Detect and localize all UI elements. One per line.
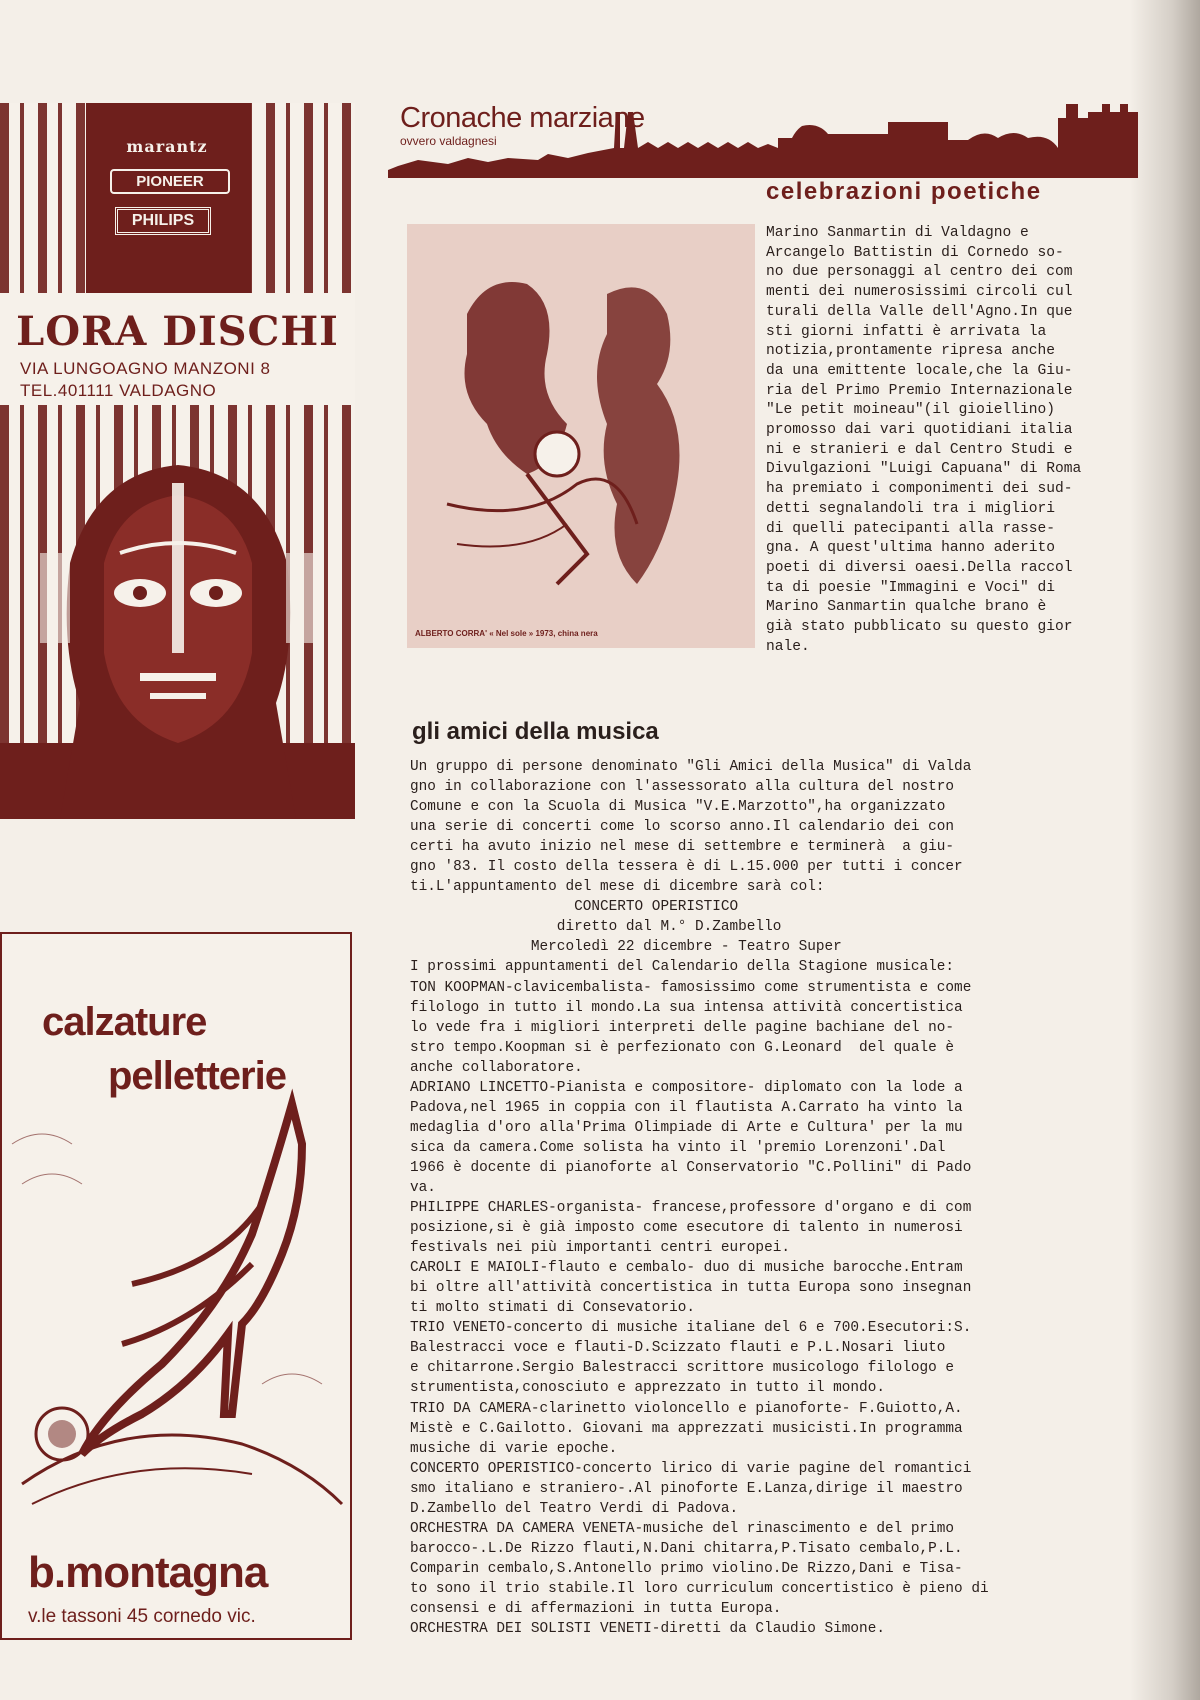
text-line: detti segnalandoli tra i migliori: [766, 500, 1056, 517]
ink-drawing: [407, 224, 755, 648]
text-line: TRIO DA CAMERA-clarinetto violoncello e pianoforte- F.Guiotto,A.: [410, 1400, 963, 1417]
shop-phone: TEL.401111 VALDAGNO: [20, 381, 217, 400]
text-line: notizia,prontamente ripresa anche: [766, 343, 1056, 360]
text-line: smo italiano e straniero-.Al pinoforte E.Lanza,dirige il maestro: [410, 1480, 963, 1497]
text-line: CAROLI E MAIOLI-flauto e cembalo- duo di musiche barocche.Entram: [410, 1260, 963, 1277]
shop-name-montagna: b.montagna: [28, 1548, 268, 1597]
text-line: lo vede fra i migliori interpreti delle pagine bachiane del no-: [410, 1019, 955, 1036]
text-line: no due personaggi al centro dei com: [766, 264, 1073, 281]
text-line: certi ha avuto inizio nel mese di settembre e terminerà a giu-: [410, 839, 955, 856]
text-line: medaglia d'oro alla'Prima Olimpiade di Arte e Cultura' per la mu: [410, 1119, 963, 1136]
text-line: consensi e di affermazioni in tutta Europa.: [410, 1600, 782, 1617]
text-line: I prossimi appuntamenti del Calendario della Stagione musicale:: [410, 959, 955, 976]
text-line: "Le petit moineau"(il gioiellino): [766, 402, 1056, 419]
text-line: Marino Sanmartin di Valdagno e: [766, 225, 1029, 241]
text-line: Mercoledì 22 dicembre - Teatro Super: [410, 939, 842, 956]
text-line: gno '83. Il costo della tessera è di L.15.000 per tutti i concer: [410, 859, 963, 876]
text-line: poeti di diversi oaesi.Della raccol: [766, 559, 1073, 576]
column-title: Cronache marziane: [400, 102, 645, 134]
text-line: CONCERTO OPERISTICO: [410, 899, 739, 916]
ad-line-calzature: calzature: [42, 1000, 207, 1044]
text-line: ria del Primo Premio Internazionale: [766, 382, 1073, 399]
text-line: va.: [410, 1179, 436, 1196]
text-line: sica da camera.Come solista ha vinto il 'premio Lorenzoni'.Dal: [410, 1139, 946, 1156]
article-celebrazioni-text: [766, 224, 1146, 657]
text-line: Comparin cembalo,S.Antonello primo violino.De Rizzo,Dani e Tisa-: [410, 1560, 963, 1577]
text-line: Arcangelo Battistin di Cornedo so-: [766, 244, 1064, 261]
text-line: strumentista,conosciuto e apprezzato in tutto il mondo.: [410, 1380, 885, 1397]
text-line: di quelli patecipanti alla rasse-: [766, 520, 1056, 537]
artwork-illustration: [407, 224, 755, 648]
section-heading-amici-musica: gli amici della musica: [412, 718, 659, 745]
text-line: ORCHESTRA DA CAMERA VENETA-musiche del rinascimento e del primo: [410, 1520, 955, 1537]
text-line: anche collaboratore.: [410, 1059, 583, 1076]
text-line: promosso dai vari quotidiani italia: [766, 422, 1073, 439]
ad-line-pelletterie: pelletterie: [108, 1054, 286, 1098]
text-line: ti.L'appuntamento del mese di dicembre sarà col:: [410, 879, 825, 896]
text-line: una serie di concerti come lo scorso anno.Il calendario dei con: [410, 819, 955, 836]
text-line: filologo in tutto il mondo.La sua intensa attività concertistica: [410, 999, 963, 1016]
column-header: [388, 98, 1138, 180]
shop-address: VIA LUNGOAGNO MANZONI 8: [20, 359, 271, 378]
text-line: to sono il trio stabile.Il loro curriculum concertistico è pieno di: [410, 1580, 989, 1597]
brand-marantz: marantz: [126, 137, 208, 156]
text-line: e chitarrone.Sergio Balestracci scrittore musicologo filologo e: [410, 1360, 955, 1377]
text-line: Divulgazioni "Luigi Capuana" di Roma: [766, 461, 1082, 478]
text-line: CONCERTO OPERISTICO-concerto lirico di varie pagine del romantici: [410, 1460, 972, 1477]
text-line: TON KOOPMAN-clavicembalista- famosissimo come strumentista e come: [410, 979, 972, 996]
text-line: Marino Sanmartin qualche brano è: [766, 599, 1047, 616]
robot-face-illustration: [0, 443, 355, 819]
text-line: ORCHESTRA DEI SOLISTI VENETI-diretti da Claudio Simone.: [410, 1621, 885, 1638]
text-line: ni e stranieri e dal Centro Studi e: [766, 441, 1073, 458]
shop-address-montagna: v.le tassoni 45 cornedo vic.: [28, 1606, 256, 1627]
text-line: ta di poesie "Immagini e Voci" di: [766, 579, 1056, 596]
calzature-advertisement: [0, 932, 352, 1640]
text-line: festivals nei più importanti centri europei.: [410, 1240, 790, 1257]
text-line: 1966 è docente di pianoforte al Conservatorio "C.Pollini" di Pado: [410, 1159, 972, 1176]
text-line: ti molto stimati di Consevatorio.: [410, 1300, 695, 1317]
text-line: già stato pubblicato su questo gior: [766, 619, 1073, 636]
high-heel-shoe-illustration: [2, 1084, 352, 1534]
text-line: menti dei numerosissimi circoli cul: [766, 284, 1073, 301]
lora-dischi-advertisement: [0, 103, 355, 819]
text-line: da una emittente locale,che la Giu-: [766, 362, 1073, 379]
text-line: Mistè e C.Gailotto. Giovani ma apprezzati musicisti.In programma: [410, 1420, 963, 1437]
text-line: posizione,si è già imposto come esecutore di talento in numerosi: [410, 1220, 963, 1237]
text-line: TRIO VENETO-concerto di musiche italiane del 6 e 700.Esecutori:S.: [410, 1320, 972, 1337]
artwork-caption: ALBERTO CORRA' « Nel sole » 1973, china nera: [415, 629, 598, 638]
text-line: bi oltre all'attività concertistica in tutta Europa sono insegnan: [410, 1280, 972, 1297]
text-line: PHILIPPE CHARLES-organista- francese,professore d'organo e di com: [410, 1200, 972, 1217]
text-line: turali della Valle dell'Agno.In que: [766, 303, 1073, 320]
shop-name: LORA DISCHI: [16, 308, 339, 355]
text-line: gna. A quest'ultima hanno aderito: [766, 540, 1056, 557]
text-line: stro tempo.Koopman si è perfezionato con G.Leonard del quale è: [410, 1039, 955, 1056]
text-line: sti giorni infatti è arrivata la: [766, 323, 1047, 340]
text-line: ha premiato i componimenti dei sud-: [766, 481, 1073, 498]
brand-philips: PHILIPS: [115, 207, 211, 235]
text-line: Padova,nel 1965 in coppia con il flautista A.Carrato ha vinto la: [410, 1099, 963, 1116]
text-line: D.Zambello del Teatro Verdi di Padova.: [410, 1500, 739, 1517]
brand-pioneer: PIONEER: [110, 169, 230, 194]
text-line: Comune e con la Scuola di Musica "V.E.Marzotto",ha organizzato: [410, 799, 946, 816]
text-line: ADRIANO LINCETTO-Pianista e compositore- diplomato con la lode a: [410, 1079, 963, 1096]
text-line: gno in collaborazione con l'assessorato alla cultura del nostro: [410, 779, 955, 796]
section-heading-celebrazioni: celebrazioni poetiche: [766, 178, 1042, 205]
article-amici-musica-text: [410, 757, 1140, 1639]
text-line: barocco-.L.De Rizzo flauti,N.Dani chitarra,P.Tisato cembalo,P.L.: [410, 1540, 963, 1557]
text-line: nale.: [766, 638, 810, 655]
column-subtitle: ovvero valdagnesi: [400, 134, 497, 148]
text-line: Balestracci voce e flauti-D.Scizzato flauti e P.L.Nosari liuto: [410, 1340, 946, 1357]
text-line: diretto dal M.° D.Zambello: [410, 919, 782, 936]
text-line: musiche di varie epoche.: [410, 1440, 618, 1457]
text-line: Un gruppo di persone denominato "Gli Amici della Musica" di Valda: [410, 759, 972, 775]
